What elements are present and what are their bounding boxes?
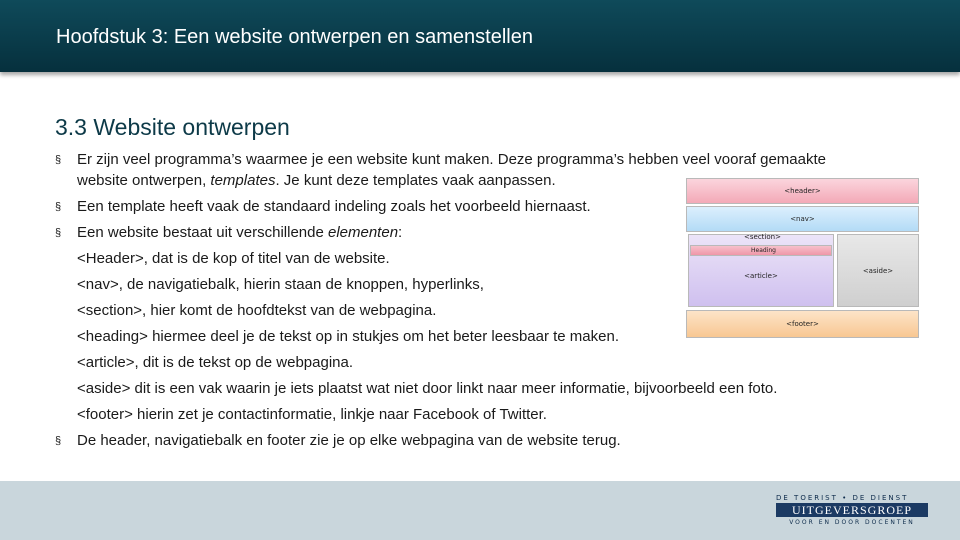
bullet-4: De header, navigatiebalk en footer zie je op elke webpagina van de website terug.: [77, 432, 621, 449]
element-item: <nav>, de navigatiebalk, hierin staan de knoppen, hyperlinks,: [77, 276, 484, 293]
bullet-marker: §: [55, 435, 62, 447]
bullet-1-line-1: Er zijn veel programma’s waarmee je een website kunt maken. Deze programma’s hebben veel vooraf gemaakte: [77, 151, 826, 168]
diagram-heading-box: Heading: [690, 245, 832, 256]
page-layout-diagram: [686, 178, 919, 338]
chapter-title: Hoofdstuk 3: Een website ontwerpen en samenstellen: [56, 26, 533, 48]
title-bar: [0, 0, 960, 72]
publisher-logo: [776, 494, 928, 528]
bullet-3-emphasis: elementen: [327, 224, 399, 241]
element-item: <footer> hierin zet je contactinformatie, linkje naar Facebook of Twitter.: [77, 406, 547, 423]
bullet-3-text-c: :: [398, 224, 403, 241]
diagram-article-label: <article>: [744, 271, 778, 280]
element-item: <article>, dit is de tekst op de webpagina.: [77, 354, 354, 371]
diagram-header-box: <header>: [686, 178, 919, 204]
bullet-1-text-c: . Je kunt deze templates vaak aanpassen.: [275, 172, 556, 189]
diagram-footer-box: <footer>: [686, 310, 919, 338]
logo-name: UITGEVERSGROEP: [776, 503, 928, 517]
element-item: <heading> hiermee deel je de tekst op in stukjes om het beter leesbaar te maken.: [77, 328, 619, 345]
bullet-marker: §: [55, 201, 62, 213]
section-heading: 3.3 Website ontwerpen: [55, 114, 290, 140]
logo-bottom-text: VOOR EN DOOR DOCENTEN: [789, 519, 915, 526]
bullet-1-emphasis: templates: [210, 172, 276, 189]
logo-top-text: DE TOERIST • DE DIENST: [776, 494, 909, 502]
diagram-aside-box: <aside>: [837, 234, 919, 307]
element-item: <Header>, dat is de kop of titel van de website.: [77, 250, 390, 267]
bullet-marker: §: [55, 227, 62, 239]
diagram-section-label: <section>: [744, 233, 781, 241]
diagram-nav-box: <nav>: [686, 206, 919, 232]
element-item: <section>, hier komt de hoofdtekst van de webpagina.: [77, 302, 437, 319]
bullet-1-line-2: [77, 172, 556, 190]
bullet-3: [77, 224, 402, 242]
bullet-2: Een template heeft vaak de standaard indeling zoals het voorbeeld hiernaast.: [77, 198, 591, 215]
bullet-1-text-a: website ontwerpen,: [77, 172, 211, 189]
bullet-3-text-a: Een website bestaat uit verschillende: [77, 224, 328, 241]
bullet-marker: §: [55, 154, 62, 166]
element-item: <aside> dit is een vak waarin je iets plaatst wat niet door linkt naar meer informatie, bijvoorbeeld een foto.: [77, 380, 778, 397]
